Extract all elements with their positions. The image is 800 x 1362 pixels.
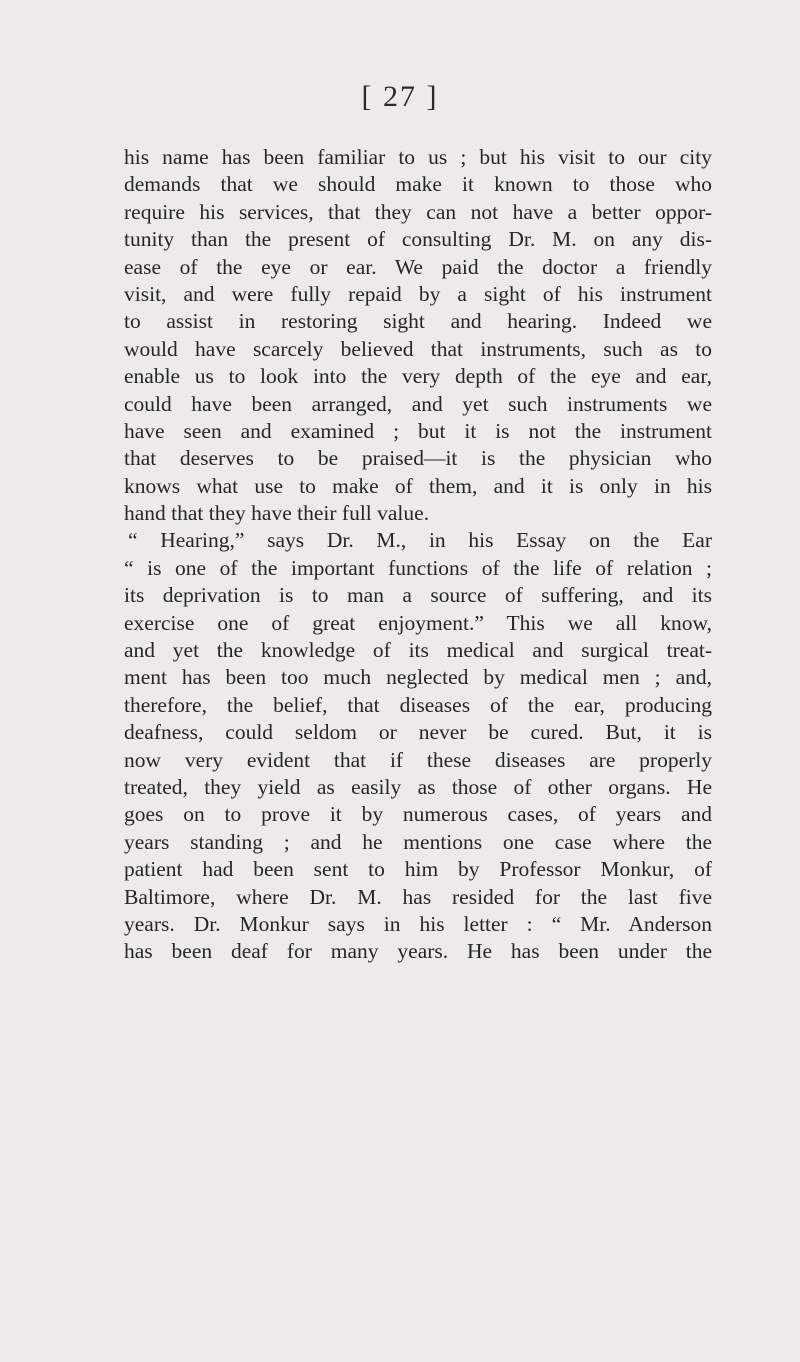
- text-line: knows what use to make of them, and it is only in his: [124, 473, 712, 498]
- text-line: patient had been sent to him by Professor Monkur, of: [124, 857, 712, 882]
- text-line: years. Dr. Monkur says in his letter : “ Mr. Anderson: [124, 911, 712, 936]
- text-line: that deserves to be praised—it is the physician who: [124, 446, 712, 471]
- text-line: could have been arranged, and yet such instruments we: [124, 391, 712, 416]
- paragraph-end-line: hand that they have their full value.: [124, 501, 430, 526]
- text-line: has been deaf for many years. He has been under the: [124, 939, 712, 964]
- text-line: goes on to prove it by numerous cases, of years and: [124, 802, 712, 827]
- paragraph-start-line: “ Hearing,” says Dr. M., in his Essay on the Ear: [128, 528, 712, 553]
- text-line: ment has been too much neglected by medical men ; and,: [124, 665, 712, 690]
- body-text: [124, 144, 712, 966]
- text-line: deafness, could seldom or never be cured. But, it is: [124, 720, 712, 745]
- text-line: would have scarcely believed that instruments, such as to: [124, 336, 712, 361]
- text-line: require his services, that they can not have a better oppor-: [124, 199, 712, 224]
- text-line: therefore, the belief, that diseases of the ear, producing: [124, 692, 712, 717]
- text-line: and yet the knowledge of its medical and surgical treat-: [124, 638, 712, 663]
- text-line: visit, and were fully repaid by a sight of his instrument: [124, 281, 712, 306]
- text-line: to assist in restoring sight and hearing. Indeed we: [124, 309, 712, 334]
- text-line: treated, they yield as easily as those of other organs. He: [124, 774, 712, 799]
- text-line: his name has been familiar to us ; but his visit to our city: [124, 145, 712, 169]
- text-line: years standing ; and he mentions one case where the: [124, 829, 712, 854]
- text-line: “ is one of the important functions of the life of relation ;: [124, 555, 712, 580]
- text-line: have seen and examined ; but it is not the instrument: [124, 418, 712, 443]
- text-line: Baltimore, where Dr. M. has resided for the last five: [124, 884, 712, 909]
- page-number: [ 27 ]: [361, 80, 439, 113]
- text-line: exercise one of great enjoyment.” This we all know,: [124, 610, 712, 635]
- text-line: tunity than the present of consulting Dr. M. on any dis-: [124, 227, 712, 252]
- text-line: its deprivation is to man a source of suffering, and its: [124, 583, 712, 608]
- text-line: now very evident that if these diseases are properly: [124, 747, 712, 772]
- text-line: enable us to look into the very depth of the eye and ear,: [124, 364, 712, 389]
- text-line: ease of the eye or ear. We paid the doctor a friendly: [124, 254, 712, 279]
- text-line: demands that we should make it known to those who: [124, 172, 712, 197]
